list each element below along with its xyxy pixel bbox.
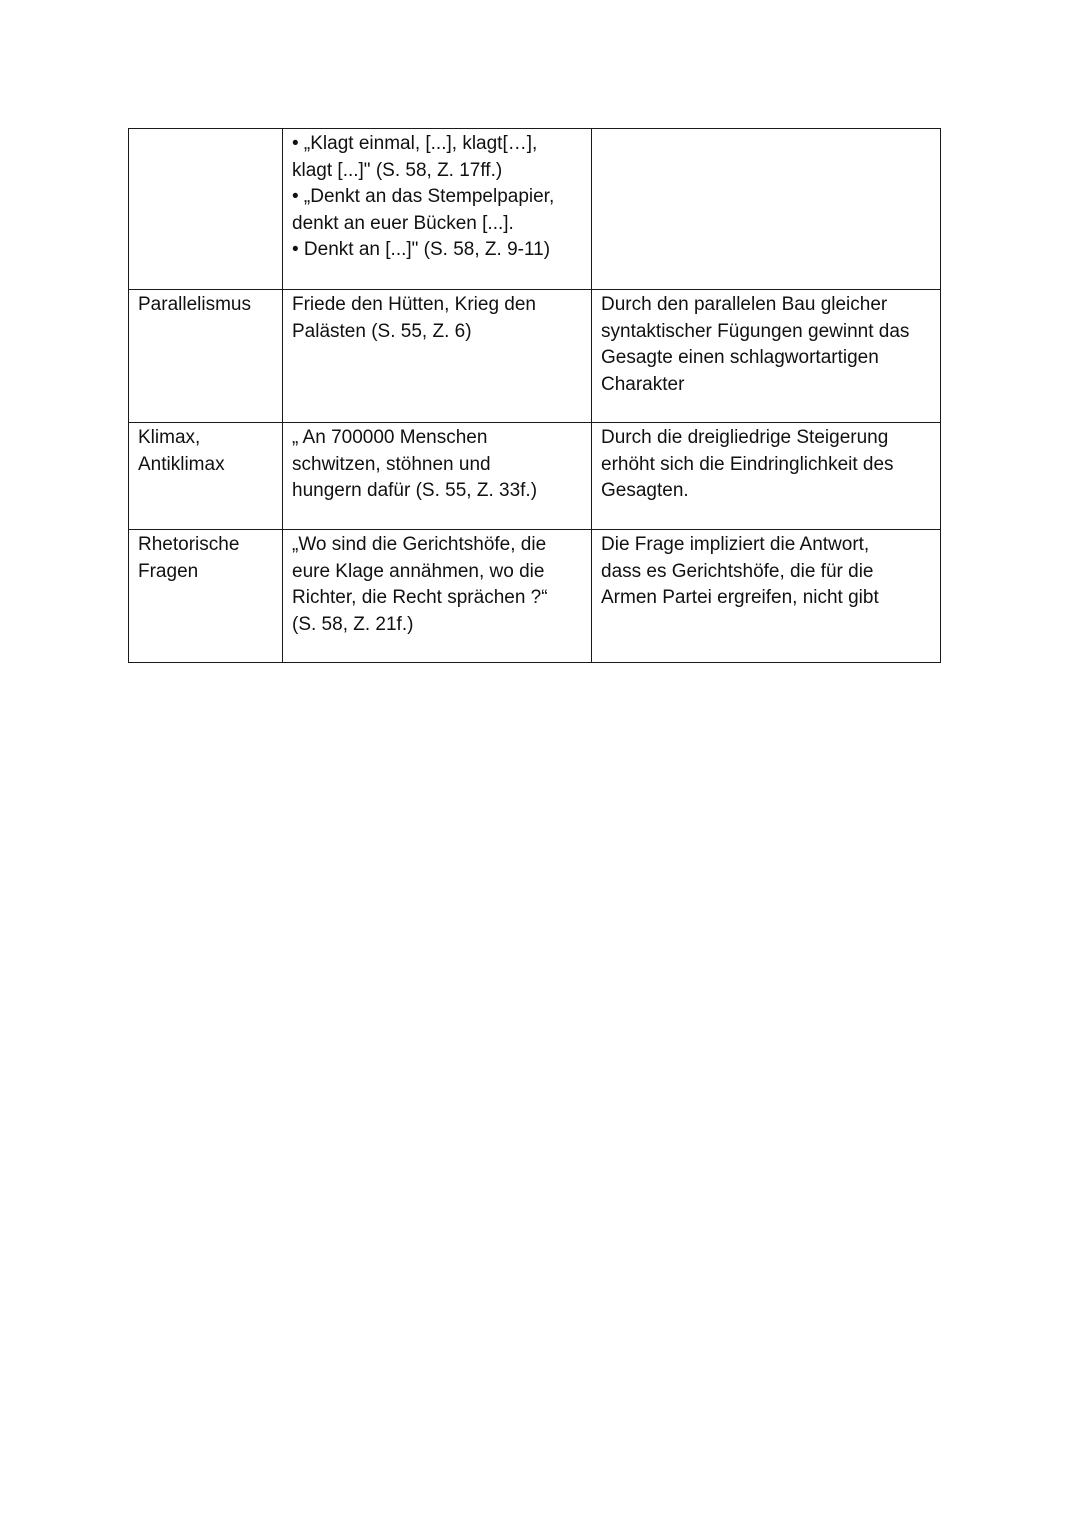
table-row (129, 290, 941, 423)
table-row (129, 129, 941, 290)
table-row (129, 423, 941, 530)
effect-line: Armen Partei ergreifen, nicht gibt (601, 587, 879, 608)
effect-line: Gesagte einen schlagwortartigen (601, 347, 879, 368)
example-line: (S. 58, Z. 21f.) (292, 613, 414, 635)
effect-line: erhöht sich die Eindringlichkeit des (601, 453, 894, 475)
effect-line: Durch den parallelen Bau gleicher (601, 294, 888, 315)
example-line: denkt an euer Bücken [...]. (292, 212, 514, 234)
effect-cell (592, 423, 941, 530)
device-name: Klimax, (138, 427, 201, 448)
example-line: Friede den Hütten, Krieg den (292, 294, 536, 315)
example-line: eure Klage annähmen, wo die (292, 560, 545, 582)
example-line: Palästen (S. 55, Z. 6) (292, 320, 472, 342)
effect-line: dass es Gerichtshöfe, die für die (601, 560, 874, 582)
device-name: Antiklimax (138, 453, 225, 475)
example-line: „Wo sind die Gerichtshöfe, die (292, 534, 547, 555)
device-cell (129, 129, 283, 290)
effect-line: syntaktischer Fügungen gewinnt das (601, 320, 910, 342)
effect-line: Gesagten. (601, 480, 689, 501)
rhetorical-devices-table (128, 128, 941, 663)
example-line: • „Klagt einmal, [...], klagt[…], (292, 133, 538, 154)
effect-cell (592, 129, 941, 290)
device-cell (129, 423, 283, 530)
device-name: Parallelismus (138, 294, 251, 315)
example-line: klagt [...]" (S. 58, Z. 17ff.) (292, 159, 503, 181)
device-name: Rhetorische (138, 534, 240, 555)
effect-cell (592, 290, 941, 423)
device-cell (129, 530, 283, 663)
device-cell (129, 290, 283, 423)
example-cell (283, 423, 592, 530)
example-line: „ An 700000 Menschen (292, 427, 488, 448)
example-cell (283, 530, 592, 663)
effect-line: Durch die dreigliedrige Steigerung (601, 427, 889, 448)
effect-line: Charakter (601, 373, 685, 395)
device-name: Fragen (138, 560, 199, 582)
example-cell (283, 290, 592, 423)
example-line: schwitzen, stöhnen und (292, 453, 491, 475)
example-cell (283, 129, 592, 290)
effect-line: Die Frage impliziert die Antwort, (601, 534, 870, 555)
effect-cell (592, 530, 941, 663)
example-line: Richter, die Recht sprächen ?“ (292, 587, 548, 608)
example-line: hungern dafür (S. 55, Z. 33f.) (292, 480, 538, 501)
example-line: • „Denkt an das Stempelpapier, (292, 186, 555, 207)
table-row (129, 530, 941, 663)
example-line: • Denkt an [...]" (S. 58, Z. 9-11) (292, 239, 551, 260)
